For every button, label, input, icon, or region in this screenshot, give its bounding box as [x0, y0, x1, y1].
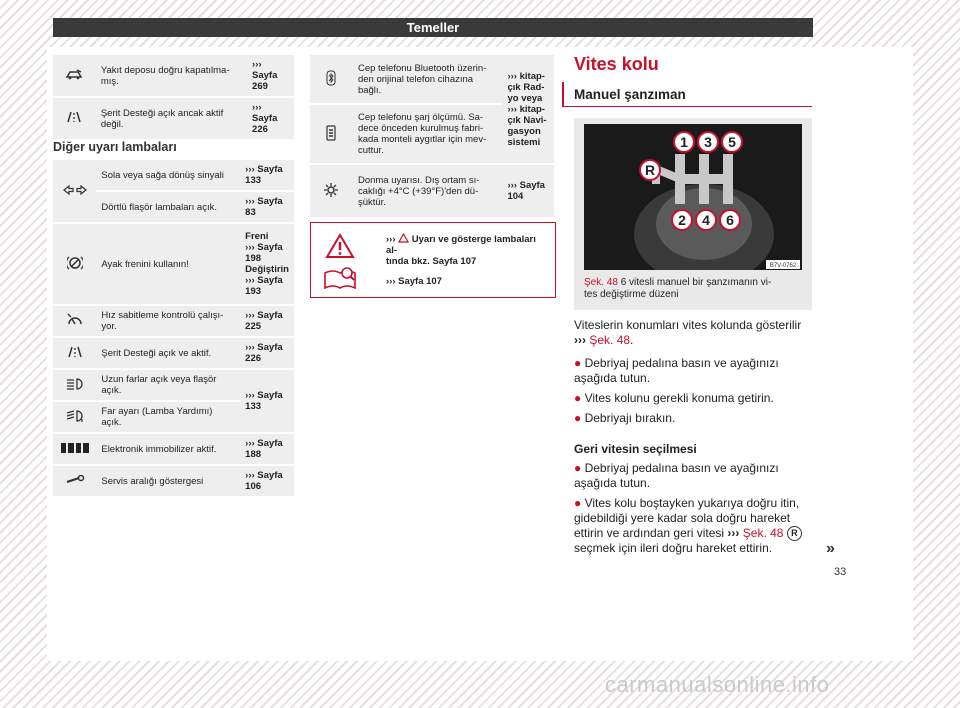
svg-text:2: 2 — [678, 212, 686, 228]
gear-r-circle: R — [787, 526, 802, 541]
svg-text:1: 1 — [680, 134, 688, 150]
safe-immobilizer-icon — [60, 441, 90, 455]
cruise-control-icon — [67, 313, 83, 327]
table-row: Donma uyarısı. Dış ortam sı- caklığı +4°C (+39°F)'den dü- şüktür. ››› Sayfa 104 — [310, 165, 554, 217]
gear-label-1 — [674, 132, 694, 152]
gear-knob-image — [584, 124, 802, 270]
page-header: Temeller — [53, 18, 813, 37]
row-ref[interactable]: ››› Sayfa 269 — [247, 55, 294, 96]
warning-triangle-icon — [325, 233, 355, 259]
warning-ref-1[interactable]: ››› Uyarı ve gösterge lambaları al- tında bkz. Sayfa 107 — [386, 234, 536, 267]
lane-assist-icon — [65, 346, 85, 358]
table-row: Servis aralığı göstergesi ››› Sayfa 106 — [53, 466, 294, 496]
intro-text: Viteslerin konumları vites kolunda gösterilir ››› Şek. 48. — [574, 318, 802, 347]
bullet-list-2 — [574, 461, 819, 556]
subtitle-rule — [562, 106, 812, 107]
table-row: Şerit Desteği açık ve aktif. ››› Sayfa 226 — [53, 338, 294, 368]
gear-label-3 — [698, 132, 718, 152]
table-row: Hız sabitleme kontrolü çalışı- yor. ››› Sayfa 225 — [53, 306, 294, 336]
section-title: Diğer uyarı lambaları — [53, 140, 177, 154]
table-row: Şerit Desteği açık ancak aktif değil. ››› Sayfa 226 — [53, 98, 294, 139]
svg-text:5: 5 — [728, 134, 736, 150]
figure-48 — [574, 118, 812, 310]
fuel-cap-icon — [65, 68, 83, 80]
warning-table-other — [53, 158, 294, 498]
gear-label-r — [640, 160, 660, 180]
figure-code: B7V-0762 — [769, 263, 797, 269]
table-row — [53, 55, 294, 96]
warning-box — [310, 222, 556, 298]
bluetooth-icon — [326, 70, 336, 86]
continue-mark: » — [826, 540, 835, 557]
warning-ref-2[interactable]: ››› Sayfa 107 — [386, 276, 442, 287]
list-item: ● Vites kolu boştayken yukarıya doğru itin, gidebildiği yere kadar sola doğru hareket ettirin ve ardından geri vitesi ››› Şek. 48 R seçmek için ileri doğru hareket ettirin. — [574, 496, 819, 556]
svg-text:R: R — [644, 162, 656, 178]
row-text: Yakıt deposu doğru kapatılma- mış. — [96, 55, 247, 96]
reverse-gear-title: Geri vitesin seçilmesi — [574, 442, 697, 456]
list-item: ● Debriyajı bırakın. — [574, 411, 676, 425]
gear-label-5 — [722, 132, 742, 152]
brake-icon — [67, 255, 83, 271]
table-row: Far ayarı (Lamba Yardımı) açık. — [53, 402, 294, 432]
table-row: Dörtlü flaşör lambaları açık. ››› Sayfa 83 — [53, 192, 294, 222]
gear-label-4 — [696, 210, 716, 230]
subtitle-manual: Manuel şanzıman — [574, 87, 686, 102]
warning-table-middle — [310, 53, 554, 219]
gear-label-6 — [720, 210, 740, 230]
list-item: ● Debriyaj pedalına basın ve ayağınızı aşağıda tutun. — [574, 356, 779, 385]
svg-text:4: 4 — [702, 212, 710, 228]
list-item: ● Debriyaj pedalına basın ve ayağınızı aşağıda tutun. — [574, 461, 779, 490]
table-row: Elektronik immobilizer aktif. ››› Sayfa 188 — [53, 434, 294, 464]
icon-cell — [53, 55, 96, 96]
svg-text:3: 3 — [704, 134, 712, 150]
high-beam-icon — [65, 378, 85, 390]
battery-phone-icon — [326, 125, 336, 141]
section-title-gearshift: Vites kolu — [574, 54, 659, 74]
manual-book-icon — [323, 265, 357, 291]
bullet-list-1 — [574, 356, 819, 426]
frost-icon — [323, 182, 339, 198]
turn-signal-icon — [63, 185, 87, 195]
table-row: Ayak frenini kullanın! Freni ››› Sayfa 198 Değiştirin ››› Sayfa 193 — [53, 224, 294, 304]
watermark: carmanualsonline.info — [605, 672, 830, 697]
warning-table-top — [53, 53, 294, 141]
wrench-icon — [65, 475, 85, 485]
table-row: Sola veya sağa dönüş sinyali ››› Sayfa 133 — [53, 160, 294, 190]
headlight-range-icon — [65, 410, 85, 422]
table-row: Uzun farlar açık veya flaşör açık. ››› Sayfa 133 — [53, 370, 294, 400]
figure-link[interactable]: Şek. 48 — [742, 526, 784, 540]
lane-assist-icon — [64, 111, 84, 123]
table-row: Cep telefonu şarj ölçümü. Sa- dece önceden kurulmuş fabri- kada monteli aygıtlar için mev- cuttur. — [310, 105, 554, 163]
gear-label-2 — [672, 210, 692, 230]
figure-link[interactable]: Şek. 48 — [589, 333, 631, 347]
svg-text:6: 6 — [726, 212, 734, 228]
warning-triangle-small-icon — [398, 233, 409, 243]
gear-pattern-illustration — [584, 124, 802, 270]
figure-caption: Şek. 48 6 vitesli manuel bir şanzımanın vi- tes değiştirme düzeni — [584, 277, 772, 300]
page-number: 33 — [834, 566, 847, 578]
table-row: Cep telefonu Bluetooth üzerin- den orijinal telefon cihazına bağlı. ››› kitap- çık Rad- yo veya ››› kitap- çık Navi- gasyon sistemi — [310, 55, 554, 103]
list-item: ● Vites kolunu gerekli konuma getirin. — [574, 391, 774, 405]
subtitle-bar — [562, 82, 564, 106]
